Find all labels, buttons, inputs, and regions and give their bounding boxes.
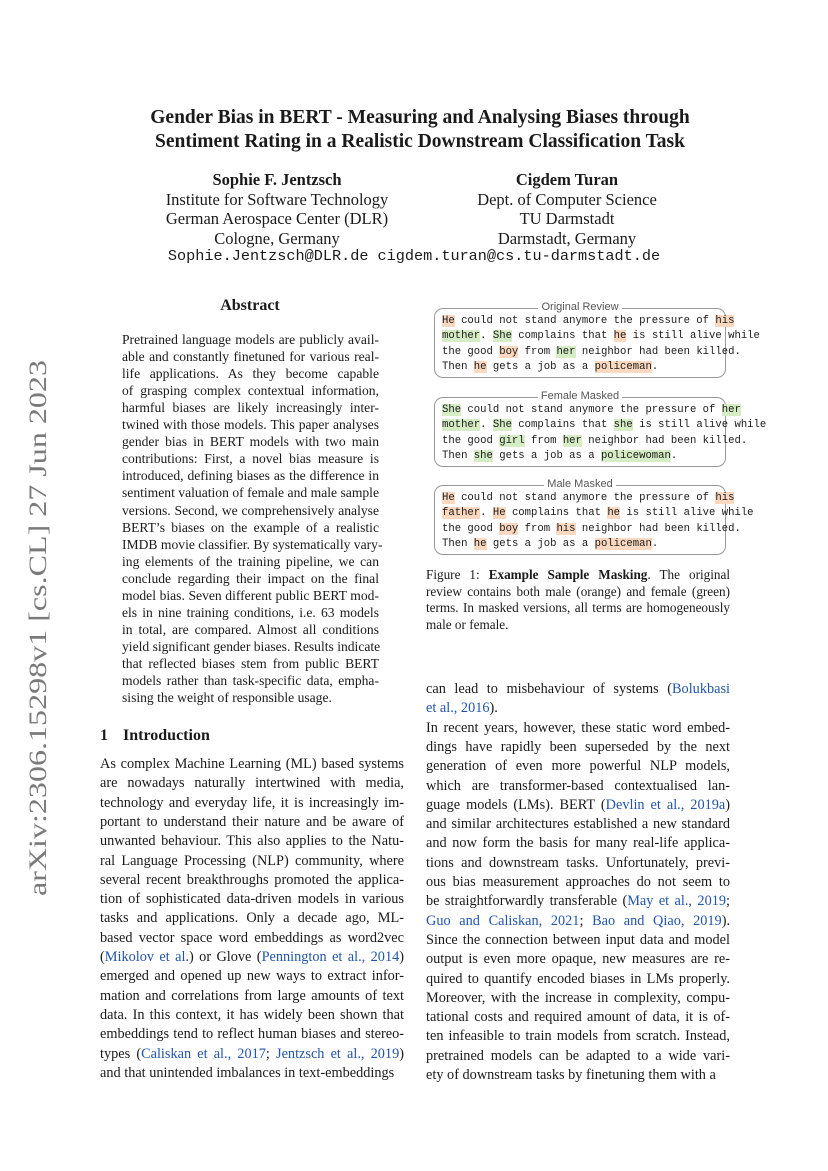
abstract-line: conclude regarding their impact on the final <box>122 570 379 586</box>
body-text-line: and now form the basis for many real-life applica- <box>426 835 730 852</box>
citation-link[interactable]: Mikolov et al. <box>104 949 190 965</box>
body-text-line: et al., 2016). <box>426 700 498 717</box>
body-text-line: As complex Machine Learning (ML) based systems <box>100 756 404 772</box>
arxiv-stamp <box>14 356 58 896</box>
body-text-line: In recent years, however, these static word embed- <box>426 719 730 736</box>
male-term-highlight: policeman <box>594 360 652 373</box>
male-term-highlight: He <box>442 315 455 327</box>
body-text-line: tion of sophisticated data-driven models in various <box>100 891 404 908</box>
male-term-highlight: He <box>442 492 455 504</box>
female-term-highlight: she <box>613 419 633 432</box>
male-term-highlight: policeman <box>594 537 652 550</box>
figure-caption-line: terms. In masked versions, all terms are homogeneously <box>426 600 730 616</box>
male-term-highlight: his <box>556 522 576 535</box>
review-box-title: Female Masked <box>435 390 725 403</box>
author-block-2 <box>445 170 689 248</box>
body-text-line: technology and everyday life, it is increasingly im- <box>100 794 404 811</box>
abstract-line: that reflected biases stem from public BERT <box>122 655 379 671</box>
author-affiliation: Darmstadt, Germany <box>497 228 637 248</box>
citation-link[interactable]: May et al., 2019 <box>627 893 727 910</box>
female-term-highlight: She <box>442 404 462 416</box>
abstract-line: ing elements of the training pipeline, we can <box>122 553 379 569</box>
body-text-line: ten infeasible to train models from scratch. Instead, <box>426 1028 730 1045</box>
citation-link[interactable]: Jentzsch et al., 2019 <box>276 1045 400 1062</box>
female-term-highlight: her <box>556 345 576 358</box>
female-term-highlight: she <box>473 449 493 462</box>
body-text-line: data. In this context, it has widely been shown that <box>100 1006 404 1023</box>
review-line: the good boy from her neighbor had been killed. <box>442 345 741 358</box>
female-term-highlight: mother <box>442 330 481 343</box>
abstract-line: model bias. Seven different public BERT mod- <box>122 587 379 603</box>
body-text-line: types (Caliskan et al., 2017; Jentzsch et al., 2019) <box>100 1045 404 1062</box>
body-text-line: Since the connection between input data and model <box>426 931 730 948</box>
section-number: 1 <box>100 727 108 744</box>
body-text-line: mation and correlations from large amounts of text <box>100 987 404 1004</box>
abstract-line: models rather than task-specific data, empha- <box>122 673 379 688</box>
paper-title-line-1: Gender Bias in BERT - Measuring and Analysing Biases through <box>150 107 690 128</box>
abstract-line: of grasping complex contextual information, <box>122 383 379 399</box>
abstract-line: Pretrained language models are publicly avail- <box>122 332 379 347</box>
review-line: the good girl from her neighbor had been killed. <box>442 434 748 447</box>
body-text-line: (Mikolov et al.) or Glove (Pennington et al., 2014) <box>100 949 405 965</box>
body-text-line: tational costs and required amount of data, it is of- <box>426 1009 730 1026</box>
body-text-line: be straightforwardly transferable (May et al., 2019; <box>426 893 730 910</box>
author-name: Cigdem Turan <box>515 170 619 189</box>
review-line: mother. She complains that he is still alive while <box>442 330 760 343</box>
female-term-highlight: policewoman <box>600 449 671 462</box>
citation-link[interactable]: Pennington et al., 2014 <box>261 949 400 965</box>
body-text-line: and that unintended imbalances in text-embeddings <box>100 1064 395 1081</box>
review-box-title: Male Masked <box>435 478 725 491</box>
body-text-line: Moreover, with the increase in complexity, compu- <box>426 989 730 1006</box>
author-name: Sophie F. Jentzsch <box>212 170 342 189</box>
figure-caption-line: Figure 1: Example Sample Masking. The original <box>426 567 730 582</box>
body-text-line: Guo and Caliskan, 2021; Bao and Qiao, 2019). <box>426 912 731 929</box>
review-line: He could not stand anymore the pressure of his <box>442 315 735 327</box>
abstract-line: BERT’s biases on the example of a realistic <box>122 519 379 535</box>
male-term-highlight: he <box>473 360 487 373</box>
body-text-line: emerged and opened up new ways to extract infor- <box>100 968 404 985</box>
body-text-line: which are transformer-based contextualised lan- <box>426 777 730 794</box>
citation-link[interactable]: Bolukbasi <box>672 681 730 697</box>
abstract-heading: Abstract <box>220 297 280 314</box>
male-term-highlight: He <box>492 507 506 520</box>
review-line: Then he gets a job as a policeman. <box>442 537 659 550</box>
figure-caption-line: review contains both male (orange) and female (green) <box>426 583 730 599</box>
body-text-line: are nowadays naturally intertwined with media, <box>100 775 404 792</box>
body-text-line: ral Language Processing (NLP) community, where <box>100 852 404 869</box>
body-text-line: unwanted behaviour. This also applies to the Natu- <box>100 833 404 850</box>
figure-caption-line: male or female. <box>426 616 509 632</box>
citation-link[interactable]: et al., 2016 <box>426 700 490 717</box>
author-affiliation: German Aerospace Center (DLR) <box>165 209 389 229</box>
female-term-highlight: mother <box>442 419 481 432</box>
male-term-highlight: boy <box>499 345 519 358</box>
author-affiliation: Institute for Software Technology <box>165 189 389 209</box>
female-term-highlight: She <box>492 419 512 432</box>
author-affiliation: TU Darmstadt <box>519 209 615 229</box>
abstract-line: sentiment valuation of female and male sample <box>122 485 379 501</box>
review-box <box>434 390 767 467</box>
body-text-line: guage models (LMs). BERT (Devlin et al., 2019a) <box>426 796 730 813</box>
abstract-line: yield significant gender biases. Results indicate <box>122 638 381 654</box>
body-text-line: tasks and applications. Only a decade ago, ML- <box>100 910 404 927</box>
body-text-line: portant to understand their nature and be aware of <box>100 813 404 830</box>
author-affiliation: Cologne, Germany <box>214 228 340 248</box>
body-text-line: quired to quantify encoded biases in LMs properly. <box>426 970 730 987</box>
body-text-line: tions and downstream tasks. Unfortunately, previ- <box>426 854 730 871</box>
review-box <box>434 301 760 378</box>
review-line: She could not stand anymore the pressure of her <box>442 404 741 416</box>
male-term-highlight: father <box>442 507 481 520</box>
section-title: Introduction <box>123 727 210 744</box>
section-heading <box>100 727 210 745</box>
female-term-highlight: her <box>721 404 741 416</box>
abstract-line: contributions: First, a novel bias measure is <box>122 451 379 467</box>
review-line: mother. She complains that she is still alive while <box>442 419 767 432</box>
abstract-line: versions. Second, we comprehensively analyse <box>122 502 379 518</box>
abstract-line: harmful biases are likely increasingly inter- <box>122 400 379 416</box>
body-text-line: based vector space word embeddings as word2vec <box>100 929 404 946</box>
paper-title-line-2: Sentiment Rating in a Realistic Downstream Classification Task <box>155 131 685 152</box>
body-text-line: ous bias measurement approaches do not seem to <box>426 874 730 890</box>
abstract-line: in total, are compared. Almost all conditions <box>122 621 379 637</box>
review-line: He could not stand anymore the pressure of his <box>442 492 735 504</box>
body-text-line: several recent breakthroughs promoted the applica- <box>100 871 404 888</box>
review-box-title: Original Review <box>435 301 725 314</box>
male-term-highlight: his <box>715 492 735 504</box>
citation-link[interactable]: Devlin et al., 2019a <box>605 796 726 813</box>
abstract-line: gender bias in BERT models with two main <box>122 434 379 450</box>
citation-link[interactable]: Guo and Caliskan, 2021 <box>426 912 580 929</box>
body-text-line: can lead to misbehaviour of systems (Bolukbasi <box>426 681 730 697</box>
abstract-line: IMDB movie classifier. By systematically vary- <box>122 536 383 552</box>
body-text-line: output is even more opaque, new measures are re- <box>426 951 730 968</box>
body-text-line: and similar architectures established a new standard <box>426 816 730 833</box>
review-box <box>434 478 754 555</box>
author-emails: Sophie.Jentzsch@DLR.de cigdem.turan@cs.tu-darmstadt.de <box>167 247 661 265</box>
body-text-line: dings have rapidly been superseded by the next <box>426 738 730 755</box>
abstract-line: twined with those models. This paper analyses <box>122 417 379 433</box>
arxiv-stamp-text: arXiv:2306.15298v1 [cs.CL] 27 Jun 2023 <box>25 477 52 896</box>
body-text-line: ety of downstream tasks by finetuning them with a <box>426 1067 716 1083</box>
female-term-highlight: She <box>492 330 512 343</box>
male-term-highlight: his <box>715 315 735 327</box>
male-term-highlight: he <box>607 507 621 520</box>
male-term-highlight: boy <box>499 522 519 535</box>
female-term-highlight: her <box>562 434 582 447</box>
body-text-line: generation of even more powerful NLP models, <box>426 758 730 775</box>
review-line: Then she gets a job as a policewoman. <box>442 449 678 462</box>
abstract-line: els in nine training conditions, i.e. 63 models <box>122 604 379 620</box>
review-line: Then he gets a job as a policeman. <box>442 360 659 373</box>
male-term-highlight: he <box>613 330 627 343</box>
abstract-line: introduced, defining biases as the difference in <box>122 468 379 484</box>
citation-link[interactable]: Bao and Qiao, 2019 <box>592 912 722 929</box>
female-term-highlight: girl <box>499 434 525 447</box>
review-line: the good boy from his neighbor had been killed. <box>442 522 741 535</box>
author-affiliation: Dept. of Computer Science <box>477 189 657 209</box>
citation-link[interactable]: Caliskan et al., 2017 <box>141 1045 266 1062</box>
abstract-line: life applications. As they become capable <box>122 366 379 382</box>
body-text-line: pretrained models can be adapted to a wide vari- <box>426 1047 730 1064</box>
author-block-1 <box>150 170 404 248</box>
review-line: father. He complains that he is still alive while <box>442 507 754 520</box>
abstract-line: sising the weight of responsible usage. <box>122 690 332 706</box>
body-text-line: embeddings tend to reflect human biases and stereo- <box>100 1026 404 1043</box>
male-term-highlight: he <box>473 537 487 550</box>
abstract-line: able and constantly finetuned for various real- <box>122 349 379 365</box>
